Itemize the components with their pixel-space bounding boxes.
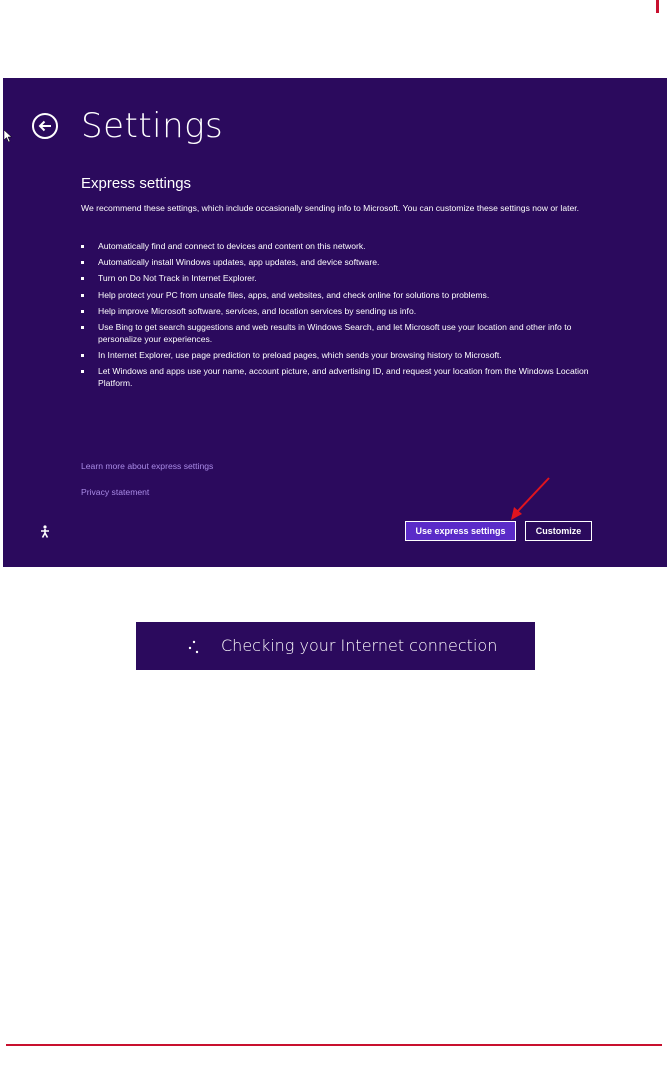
bullet-icon <box>81 354 84 357</box>
page-title: Settings <box>81 106 224 146</box>
checking-connection-banner <box>136 622 535 670</box>
list-item: Turn on Do Not Track in Internet Explorer. <box>81 272 591 284</box>
loading-spinner-icon <box>188 640 200 654</box>
mouse-cursor-icon <box>4 130 12 142</box>
back-arrow-icon <box>38 119 52 133</box>
annotation-arrow-icon <box>503 476 551 524</box>
list-item: In Internet Explorer, use page prediction to preload pages, which sends your browsing history to Microsoft. <box>81 349 591 361</box>
privacy-statement-link[interactable]: Privacy statement <box>81 487 150 497</box>
list-item: Help improve Microsoft software, services, and location services by sending us info. <box>81 305 591 317</box>
checking-status-text: Checking your Internet connection <box>221 636 498 655</box>
bullet-icon <box>81 310 84 313</box>
bullet-icon <box>81 326 84 329</box>
intro-text: We recommend these settings, which include occasionally sending info to Microsoft. You can customize these settings now or later. <box>81 203 580 213</box>
use-express-settings-button[interactable]: Use express settings <box>405 521 516 541</box>
list-item: Let Windows and apps use your name, account picture, and advertising ID, and request your location from the Windows Location Platform. <box>81 365 591 389</box>
windows-setup-settings-screen <box>3 78 667 567</box>
list-item: Automatically install Windows updates, app updates, and device software. <box>81 256 591 268</box>
list-item: Automatically find and connect to devices and content on this network. <box>81 240 591 252</box>
list-item: Use Bing to get search suggestions and web results in Windows Search, and let Microsoft use your location and other info to personalize your experiences. <box>81 321 591 345</box>
express-settings-list <box>81 240 591 394</box>
bullet-icon <box>81 245 84 248</box>
ease-of-access-icon[interactable] <box>37 524 53 540</box>
bullet-icon <box>81 261 84 264</box>
bullet-icon <box>81 277 84 280</box>
customize-button[interactable]: Customize <box>525 521 592 541</box>
footer-divider <box>6 1044 662 1046</box>
page-corner-mark <box>656 0 659 13</box>
bullet-icon <box>81 370 84 373</box>
learn-more-link[interactable]: Learn more about express settings <box>81 461 214 471</box>
list-item: Help protect your PC from unsafe files, apps, and websites, and check online for solutions to problems. <box>81 289 591 301</box>
section-heading: Express settings <box>81 175 192 192</box>
bullet-icon <box>81 294 84 297</box>
back-button[interactable] <box>32 113 58 139</box>
